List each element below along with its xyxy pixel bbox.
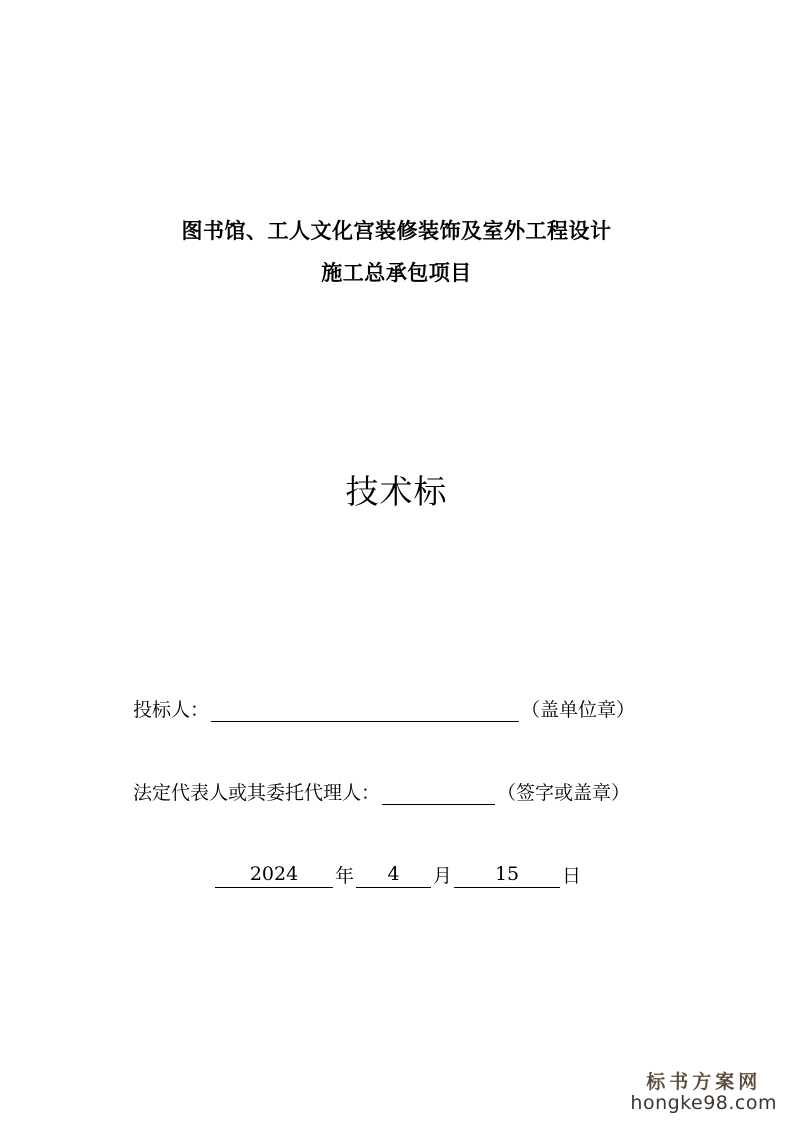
date-month: 4: [356, 861, 431, 888]
representative-label: 法定代表人或其委托代理人：: [133, 782, 381, 804]
bidder-label: 投标人：: [133, 699, 210, 721]
representative-row: [133, 775, 630, 805]
document-type-heading: 技术标: [345, 472, 448, 511]
date-month-unit: 月: [433, 865, 453, 887]
bidder-row: [133, 692, 635, 722]
date-day: 15: [454, 861, 560, 888]
date-day-unit: 日: [562, 865, 582, 887]
watermark-domain: hongke98.com: [630, 1092, 777, 1114]
representative-seal-note: （签字或盖章）: [497, 782, 631, 804]
representative-signature-line: [382, 780, 495, 805]
watermark: [630, 1067, 777, 1114]
bidder-signature-line: [211, 697, 519, 722]
date-row: [215, 858, 583, 888]
date-year: 2024: [215, 861, 333, 888]
bidder-seal-note: （盖单位章）: [521, 699, 636, 721]
cover-title-line-2: 施工总承包项目: [321, 260, 472, 285]
cover-title-line-1: 图书馆、工人文化宫装修装饰及室外工程设计: [181, 218, 612, 243]
date-year-unit: 年: [335, 865, 355, 887]
watermark-name: 标书方案网: [646, 1071, 762, 1093]
